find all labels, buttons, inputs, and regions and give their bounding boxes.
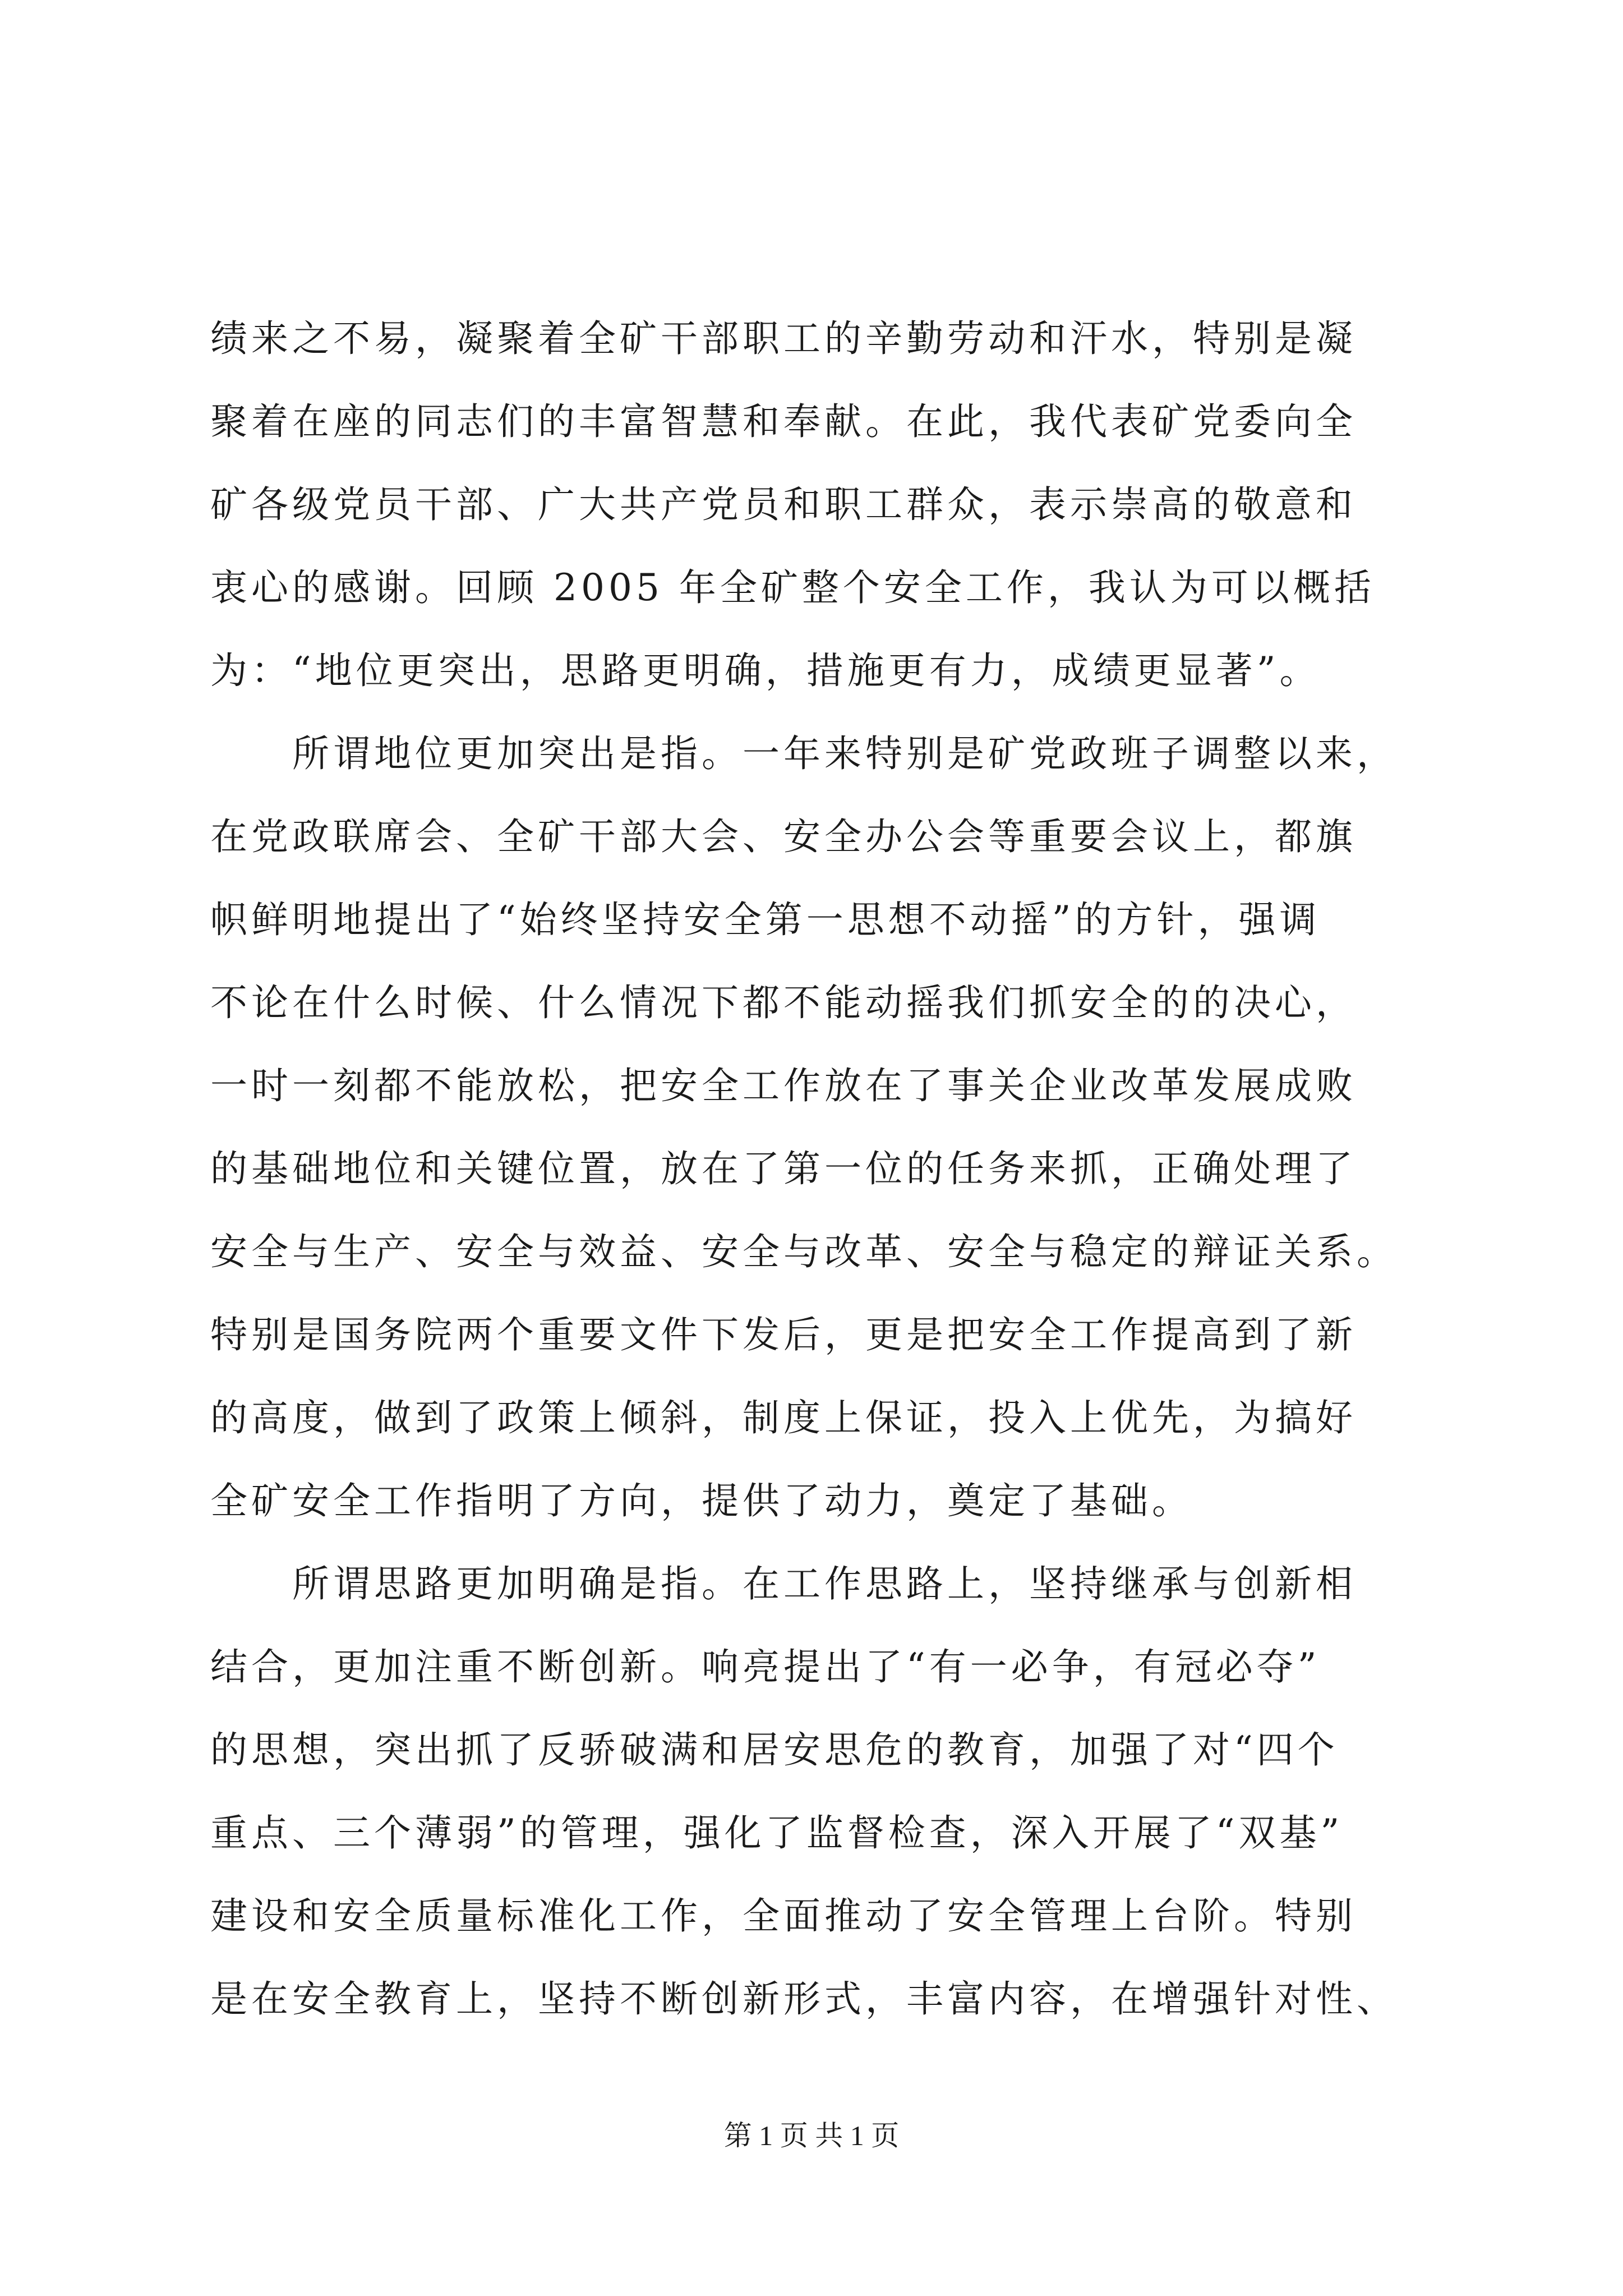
text-line: 的思想，突出抓了反骄破满和居安思危的教育，加强了对“四个 (210, 1728, 1339, 1772)
text-line: 重点、三个薄弱”的管理，强化了监督检查，深入开展了“双基” (210, 1811, 1344, 1855)
text-line: 安全与生产、安全与效益、安全与改革、安全与稳定的辩证关系。 (210, 1230, 1398, 1273)
text-line: 所谓思路更加明确是指。在工作思路上，坚持继承与创新相 (210, 1562, 1357, 1605)
text-line: 全矿安全工作指明了方向，提供了动力，奠定了基础。 (210, 1479, 1193, 1522)
text-line: 是在安全教育上，坚持不断创新形式，丰富内容，在增强针对性、 (210, 1977, 1398, 2021)
text-line: 一时一刻都不能放松，把安全工作放在了事关企业改革发展成败 (210, 1064, 1357, 1107)
text-line: 衷心的感谢。回顾 2005 年全矿整个安全工作，我认为可以概括 (210, 566, 1375, 609)
text-line: 结合，更加注重不断创新。响亮提出了“有一必争，有冠必夺” (210, 1645, 1321, 1688)
text-line: 不论在什么时候、什么情况下都不能动摇我们抓安全的的决心， (210, 981, 1357, 1024)
text-line: 的高度，做到了政策上倾斜，制度上保证，投入上优先，为搞好 (210, 1396, 1357, 1439)
text-line: 特别是国务院两个重要文件下发后，更是把安全工作提高到了新 (210, 1313, 1357, 1356)
text-line: 帜鲜明地提出了“始终坚持安全第一思想不动摇”的方针，强调 (210, 898, 1321, 941)
text-line: 聚着在座的同志们的丰富智慧和奉献。在此，我代表矿党委向全 (210, 400, 1357, 443)
text-line: 绩来之不易，凝聚着全矿干部职工的辛勤劳动和汗水，特别是凝 (210, 317, 1357, 360)
page-footer (0, 2116, 1623, 2155)
text-line: 的基础地位和关键位置，放在了第一位的任务来抓，正确处理了 (210, 1147, 1357, 1190)
page-number-label: 第 1 页 共 1 页 (723, 2120, 900, 2151)
text-line: 为：“地位更突出，思路更明确，措施更有力，成绩更显著”。 (210, 649, 1321, 692)
body-text (210, 297, 1422, 2041)
text-line: 在党政联席会、全矿干部大会、安全办公会等重要会议上，都旗 (210, 815, 1357, 858)
text-line: 所谓地位更加突出是指。一年来特别是矿党政班子调整以来， (210, 732, 1398, 775)
text-line: 建设和安全质量标准化工作，全面推动了安全管理上台阶。特别 (210, 1894, 1357, 1938)
text-line: 矿各级党员干部、广大共产党员和职工群众，表示崇高的敬意和 (210, 483, 1357, 526)
